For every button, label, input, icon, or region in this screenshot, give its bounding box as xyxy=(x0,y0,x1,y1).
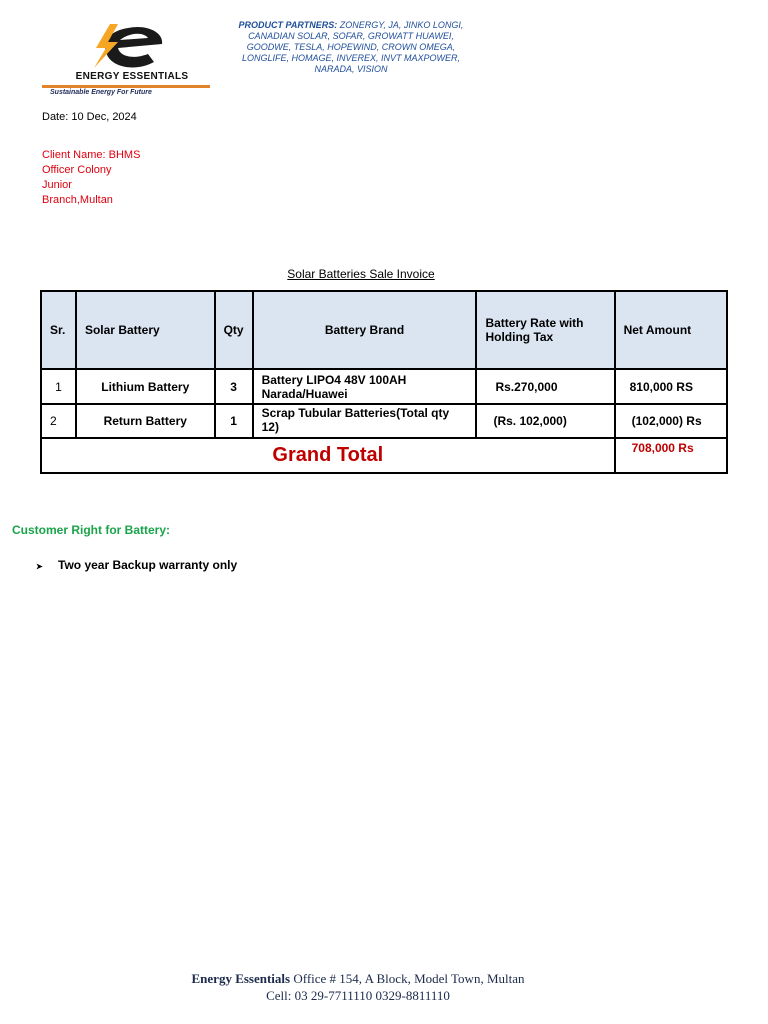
logo-underline xyxy=(42,85,210,88)
grand-total-label: Grand Total xyxy=(41,438,615,473)
footer-address: Office # 154, A Block, Model Town, Multan xyxy=(293,971,525,986)
logo-e-bolt-icon xyxy=(88,22,168,70)
cell-solar-battery: Return Battery xyxy=(76,404,215,438)
cell-sr: 2 xyxy=(41,404,76,438)
cell-sr: 1 xyxy=(41,369,76,404)
cell-battery-rate: Rs.270,000 xyxy=(476,369,614,404)
cell-net-amount: (102,000) Rs xyxy=(615,404,727,438)
header-sr: Sr. xyxy=(41,291,76,369)
grand-total-value: 708,000 Rs xyxy=(615,438,727,473)
footer-phones: Cell: 03 29-7711110 0329-8811110 xyxy=(266,988,450,1003)
logo-company-name: ENERGY ESSENTIALS xyxy=(75,71,189,82)
client-name: Client Name: BHMS xyxy=(42,149,141,161)
header-battery-brand: Battery Brand xyxy=(253,291,477,369)
cell-qty: 1 xyxy=(215,404,253,438)
client-block xyxy=(42,148,162,208)
cell-solar-battery: Lithium Battery xyxy=(76,369,215,404)
invoice-title: Solar Batteries Sale Invoice xyxy=(287,267,435,281)
table-row xyxy=(41,369,727,404)
rights-item-text: Two year Backup warranty only xyxy=(58,558,238,572)
table-row xyxy=(41,404,727,438)
cell-battery-brand: Scrap Tubular Batteries(Total qty 12) xyxy=(253,404,477,438)
header-solar-battery: Solar Battery xyxy=(76,291,215,369)
cell-net-amount: 810,000 RS xyxy=(615,369,727,404)
partners-label: PRODUCT PARTNERS: xyxy=(238,20,338,30)
list-item xyxy=(36,558,237,572)
client-address-line: Officer Colony xyxy=(42,164,112,176)
logo-tagline: Sustainable Energy For Future xyxy=(50,89,152,96)
cell-qty: 3 xyxy=(215,369,253,404)
invoice-table xyxy=(40,290,728,474)
footer-company: Energy Essentials xyxy=(191,971,291,986)
table-header-row xyxy=(41,291,727,369)
grand-total-row xyxy=(41,438,727,473)
cell-battery-brand: Battery LIPO4 48V 100AH Narada/Huawei xyxy=(253,369,477,404)
header-battery-rate: Battery Rate with Holding Tax xyxy=(476,291,614,369)
product-partners xyxy=(232,20,470,75)
invoice-date: Date: 10 Dec, 2024 xyxy=(42,111,137,123)
cell-battery-rate: (Rs. 102,000) xyxy=(476,404,614,438)
client-address-line: Branch,Multan xyxy=(42,194,113,206)
header-net-amount: Net Amount xyxy=(615,291,727,369)
partners-list: ZONERGY, JA, JINKO LONGI, CANADIAN SOLAR, SOFAR, GROWATT HUAWEI, GOODWE, TESLA, HOPEWIND, CROWN OMEGA, LONGLIFE, HOMAGE, INVEREX, INVT MAXPOWER, NARADA, VISION xyxy=(241,20,464,74)
client-address-line: Junior xyxy=(42,179,72,191)
customer-rights-heading: Customer Right for Battery: xyxy=(12,523,171,537)
arrow-bullet-icon: ➤ xyxy=(36,562,43,571)
page-footer xyxy=(0,970,716,1004)
header-qty: Qty xyxy=(215,291,253,369)
company-logo xyxy=(40,22,212,100)
